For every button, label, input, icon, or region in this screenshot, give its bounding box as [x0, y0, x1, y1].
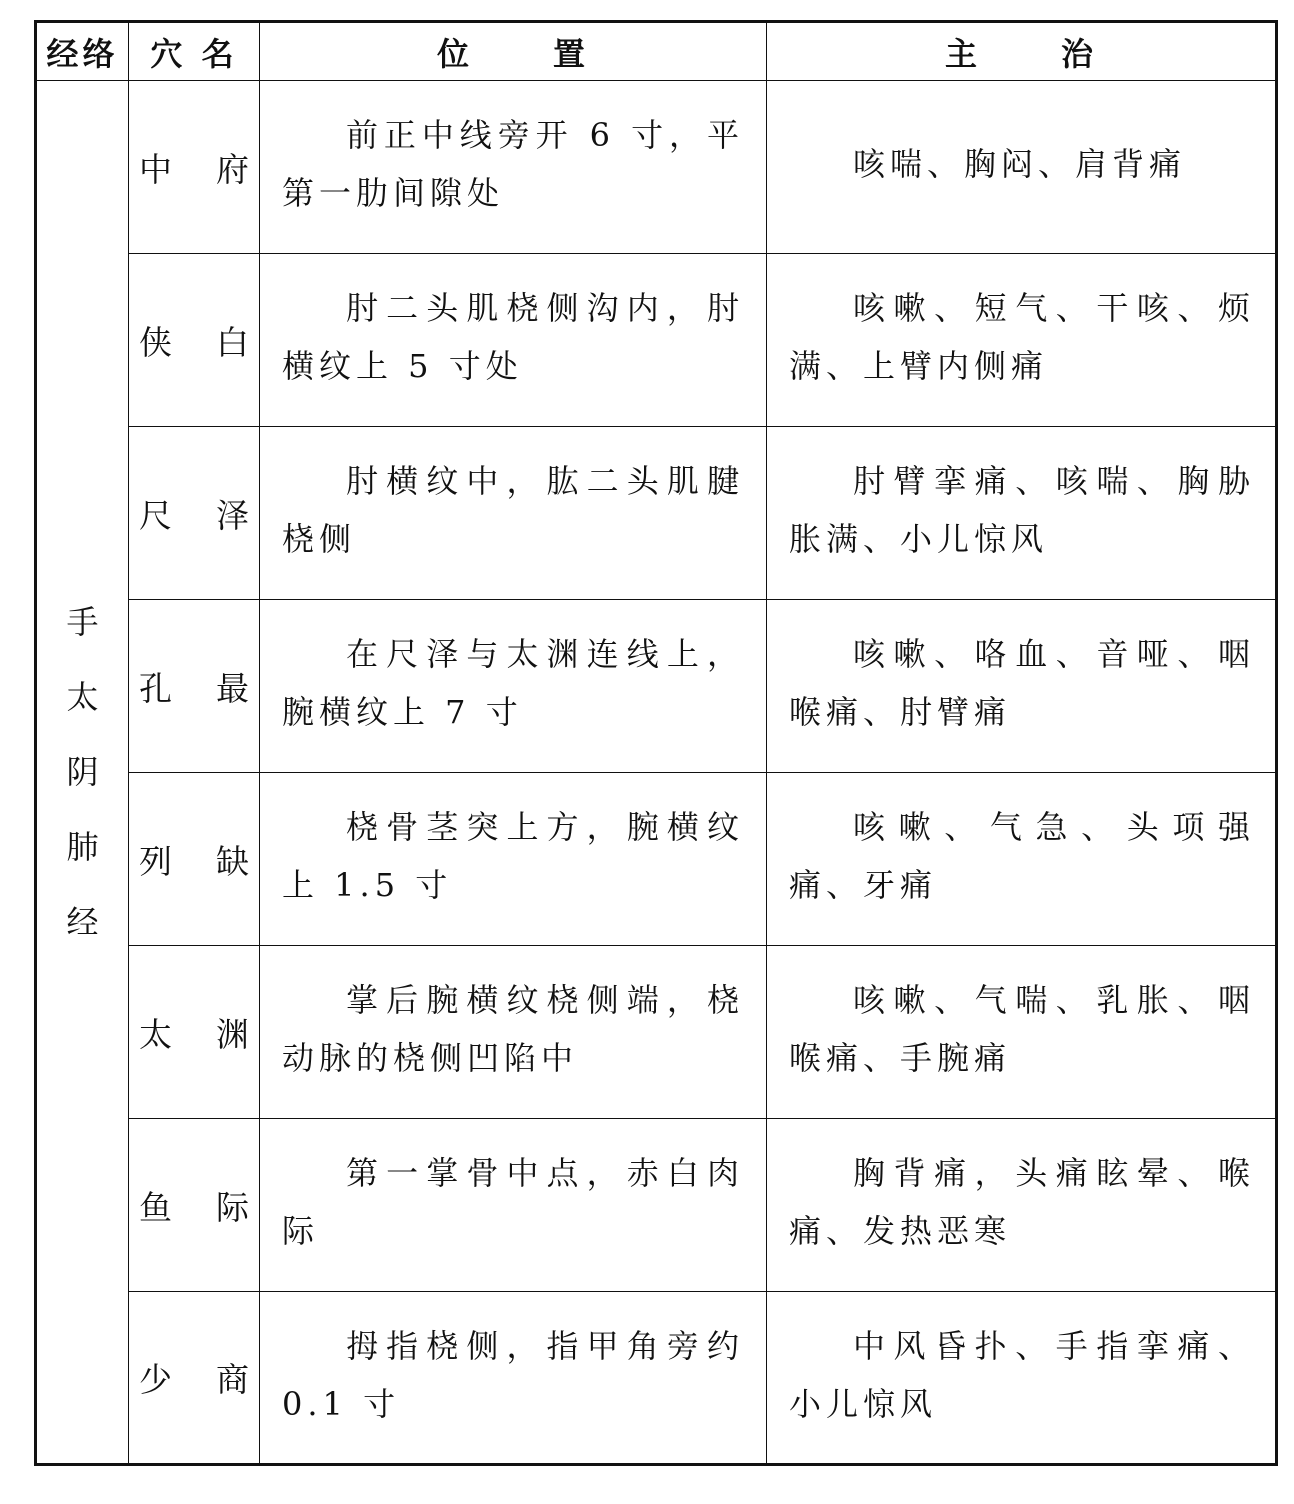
location-cell: 拇指桡侧，指甲角旁约 0.1 寸: [260, 1292, 767, 1465]
table-row: [36, 254, 1277, 427]
table-row: [36, 946, 1277, 1119]
point-name-b: 白: [216, 322, 249, 362]
point-name-b: 府: [216, 149, 249, 189]
point-name-b: 最: [216, 668, 249, 708]
header-treatment-a: 主: [944, 34, 981, 73]
table-row: [36, 1119, 1277, 1292]
point-name-a: 中: [139, 149, 172, 189]
treatment-cell: 肘臂挛痛、咳喘、胸胁胀满、小儿惊风: [767, 427, 1277, 600]
location-cell: 肘横纹中，肱二头肌腱桡侧: [260, 427, 767, 600]
header-point: 穴 名: [129, 22, 260, 81]
treatment-cell: 咳嗽、气喘、乳胀、咽喉痛、手腕痛: [767, 946, 1277, 1119]
treatment-cell: 咳喘、胸闷、肩背痛: [767, 81, 1277, 254]
header-location-a: 位: [436, 34, 473, 73]
point-name-b: 际: [216, 1187, 249, 1227]
point-name-a: 列: [139, 841, 172, 881]
header-treatment-b: 治: [1061, 34, 1098, 73]
location-cell: 掌后腕横纹桡侧端，桡动脉的桡侧凹陷中: [260, 946, 767, 1119]
point-name-cell: [129, 1119, 260, 1292]
table-row: [36, 81, 1277, 254]
table-row: [36, 1292, 1277, 1465]
point-name-a: 鱼: [139, 1187, 172, 1227]
treatment-cell: 咳嗽、短气、干咳、烦满、上臂内侧痛: [767, 254, 1277, 427]
point-name-b: 缺: [216, 841, 249, 881]
point-name-cell: [129, 254, 260, 427]
point-name-cell: [129, 81, 260, 254]
table-row: [36, 773, 1277, 946]
treatment-cell: 咳嗽、咯血、音哑、咽喉痛、肘臂痛: [767, 600, 1277, 773]
treatment-cell: 中风昏扑、手指挛痛、小儿惊风: [767, 1292, 1277, 1465]
point-name-cell: [129, 427, 260, 600]
header-treatment: [767, 22, 1277, 81]
treatment-cell: 胸背痛，头痛眩晕、喉痛、发热恶寒: [767, 1119, 1277, 1292]
location-cell: 第一掌骨中点，赤白肉际: [260, 1119, 767, 1292]
acupoint-table: [34, 20, 1278, 1466]
location-cell: 前正中线旁开 6 寸，平第一肋间隙处: [260, 81, 767, 254]
point-name-b: 渊: [216, 1014, 249, 1054]
header-meridian: 经络: [36, 22, 129, 81]
table-row: [36, 600, 1277, 773]
location-cell: 在尺泽与太渊连线上，腕横纹上 7 寸: [260, 600, 767, 773]
meridian-name: 手太阴肺经: [66, 602, 99, 941]
location-cell: 桡骨茎突上方，腕横纹上 1.5 寸: [260, 773, 767, 946]
table-row: [36, 427, 1277, 600]
point-name-cell: [129, 600, 260, 773]
point-name-cell: [129, 946, 260, 1119]
location-cell: 肘二头肌桡侧沟内，肘横纹上 5 寸处: [260, 254, 767, 427]
point-name-cell: [129, 773, 260, 946]
point-name-a: 孔: [139, 668, 172, 708]
meridian-cell: [36, 81, 129, 1465]
point-name-a: 尺: [139, 495, 172, 535]
point-name-b: 商: [216, 1360, 249, 1399]
point-name-b: 泽: [216, 495, 249, 535]
header-location-b: 置: [553, 34, 590, 73]
treatment-cell: 咳嗽、气急、头项强痛、牙痛: [767, 773, 1277, 946]
header-row: [36, 22, 1277, 81]
point-name-cell: [129, 1292, 260, 1465]
point-name-a: 少: [139, 1360, 172, 1399]
point-name-a: 太: [139, 1014, 172, 1054]
header-location: [260, 22, 767, 81]
point-name-a: 侠: [139, 322, 172, 362]
